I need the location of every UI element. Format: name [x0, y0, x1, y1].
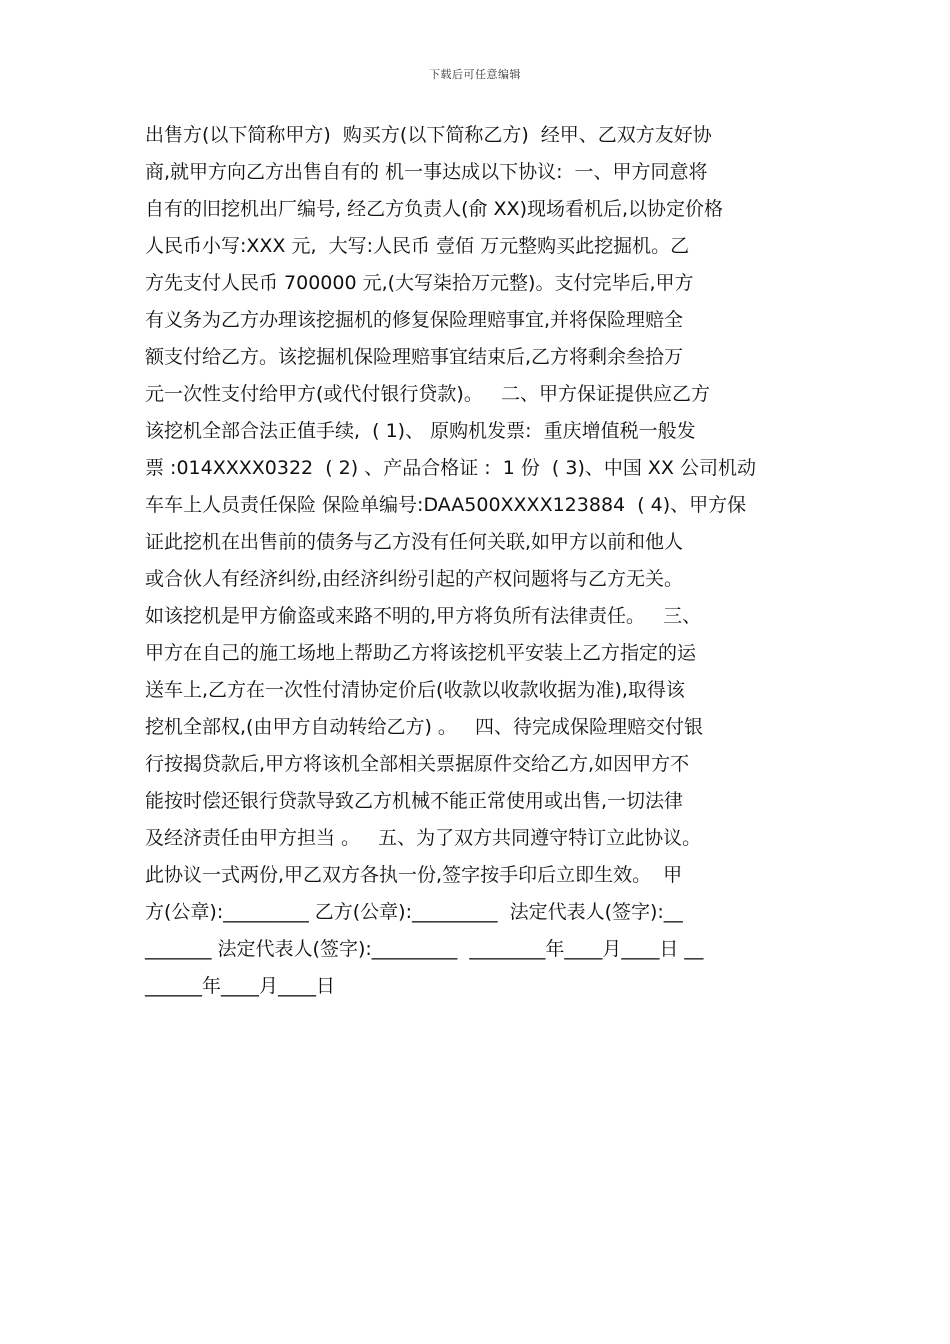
text-line: ______年____月____日	[145, 975, 336, 997]
text-line: 证此挖机在出售前的债务与乙方没有任何关联,如甲方以前和他人	[145, 531, 684, 553]
text-line: 车车上人员责任保险 保险单编号:DAA500XXXX123884 ( 4)、甲方保	[145, 494, 747, 516]
text-line: 送车上,乙方在一次性付清协定价后(收款以收款收据为准),取得该	[145, 679, 685, 701]
text-line: 出售方(以下简称甲方) 购买方(以下简称乙方) 经甲、乙双方友好协	[145, 124, 712, 146]
text-line: 元一次性支付给甲方(或代付银行贷款)。 二、甲方保证提供应乙方	[145, 383, 710, 405]
text-line: 有义务为乙方办理该挖掘机的修复保险理赔事宜,并将保险理赔全	[145, 309, 684, 331]
text-line: 商,就甲方向乙方出售自有的 机一事达成以下协议: 一、甲方同意将	[145, 161, 708, 183]
text-line: 人民币小写:XXX 元, 大写:人民币 壹佰 万元整购买此挖掘机。乙	[145, 235, 690, 257]
text-line: 方(公章):_________ 乙方(公章):_________ 法定代表人(签字):__	[145, 901, 683, 923]
contract-body	[145, 117, 807, 1005]
text-line: 行按揭贷款后,甲方将该机全部相关票据原件交给乙方,如因甲方不	[145, 753, 690, 775]
text-line: 此协议一式两份,甲乙双方各执一份,签字按手印后立即生效。 甲	[145, 864, 683, 886]
text-line: 票 :014XXXX0322 ( 2) 、产品合格证 : 1 份 ( 3)、中国 XX 公司机动	[145, 457, 756, 479]
page-header: 下载后可任意编辑	[429, 68, 521, 81]
text-line: _______ 法定代表人(签字):_________ ________年____月____日 __	[145, 938, 704, 960]
text-line: 挖机全部权,(由甲方自动转给乙方) 。 四、待完成保险理赔交付银	[145, 716, 704, 738]
text-line: 如该挖机是甲方偷盗或来路不明的,甲方将负所有法律责任。 三、	[145, 605, 702, 627]
text-line: 能按时偿还银行贷款导致乙方机械不能正常使用或出售,一切法律	[145, 790, 684, 812]
text-line: 及经济责任由甲方担当 。 五、为了双方共同遵守特订立此协议。	[145, 827, 702, 849]
text-line: 额支付给乙方。该挖掘机保险理赔事宜结束后,乙方将剩余叁拾万	[145, 346, 684, 368]
text-line: 自有的旧挖机出厂编号, 经乙方负责人(俞 XX)现场看机后,以协定价格	[145, 198, 724, 220]
text-line: 方先支付人民币 700000 元,(大写柒拾万元整)。支付完毕后,甲方	[145, 272, 694, 294]
text-line: 甲方在自己的施工场地上帮助乙方将该挖机平安装上乙方指定的运	[145, 642, 697, 664]
text-line: 该挖机全部合法正值手续, ( 1)、 原购机发票: 重庆增值税一般发	[145, 420, 696, 442]
text-line: 或合伙人有经济纠纷,由经济纠纷引起的产权问题将与乙方无关。	[145, 568, 684, 590]
